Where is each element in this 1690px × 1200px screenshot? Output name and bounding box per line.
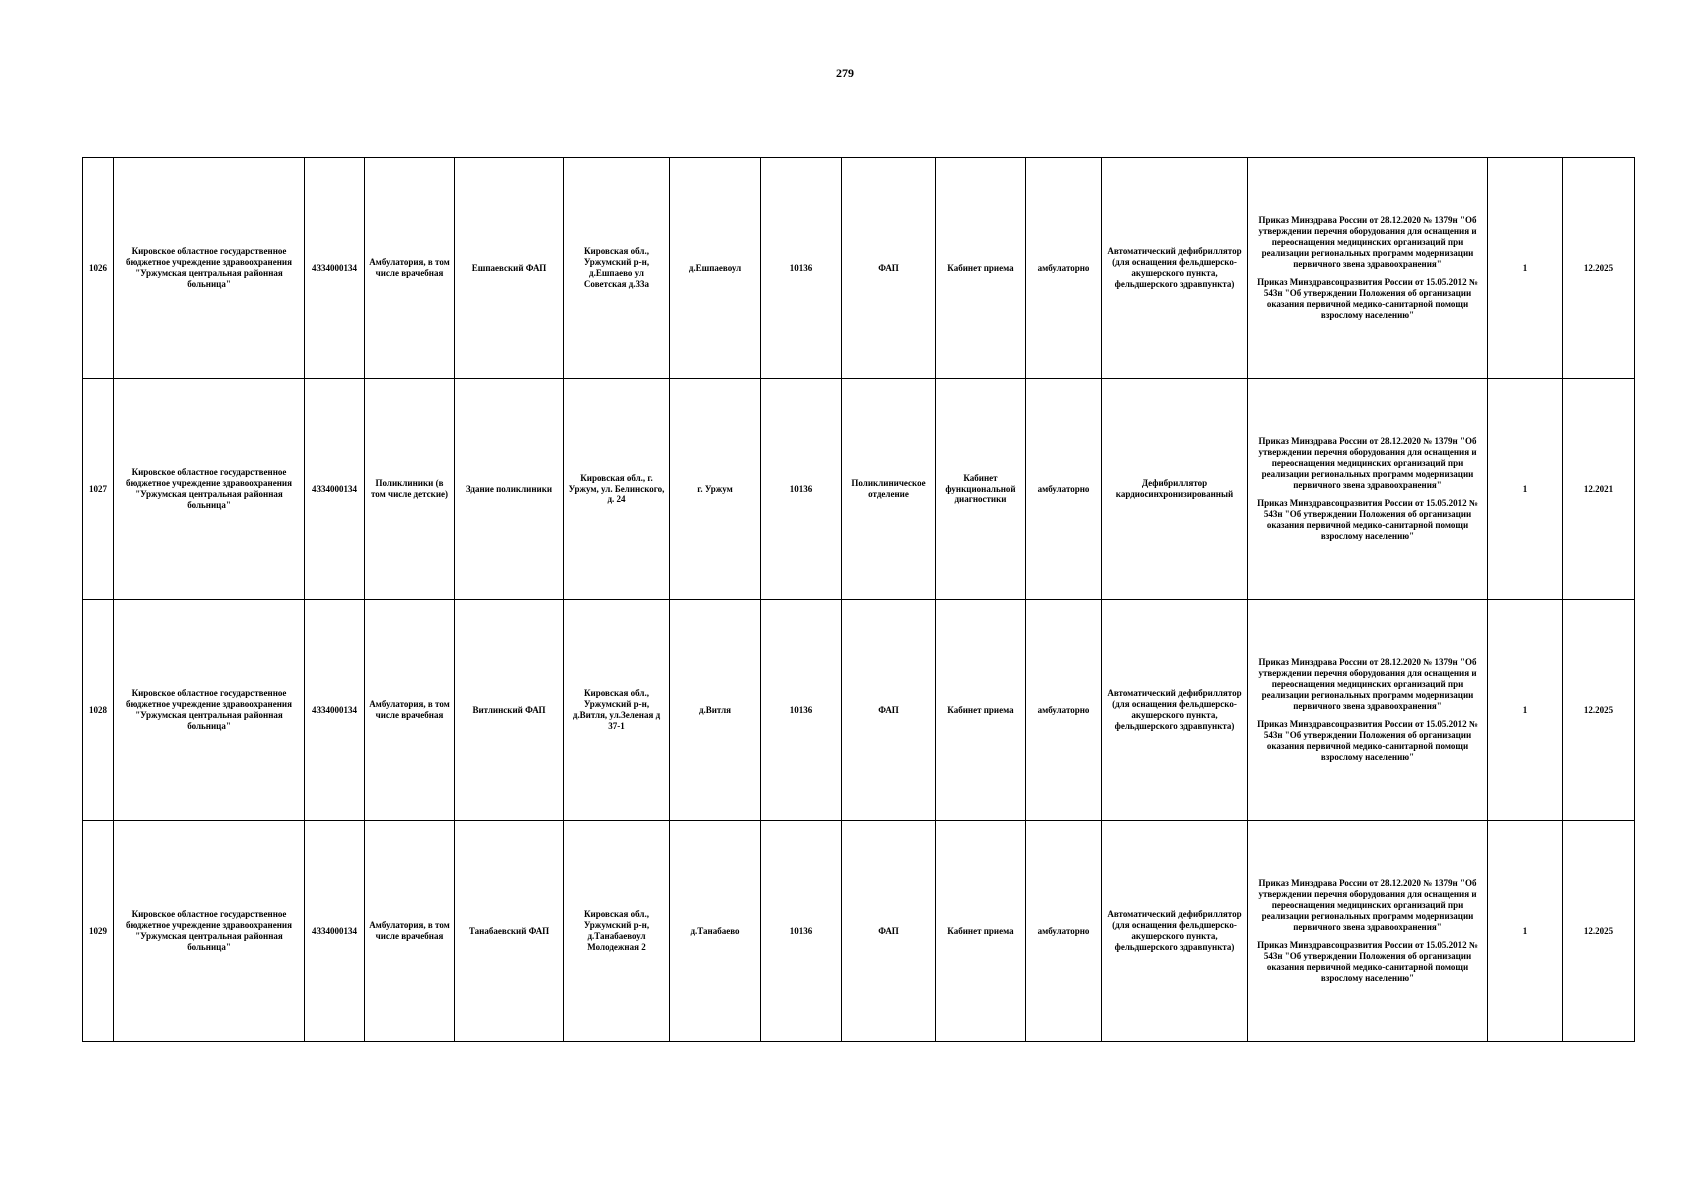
code-cell: 10136 [761, 379, 842, 600]
equipment-registry-table [82, 157, 1635, 1042]
inn-cell: 4334000134 [305, 600, 365, 821]
address-cell: Кировская обл., Уржумский р-н, д.Танабаевоул Молодежная 2 [564, 821, 670, 1042]
regulation-543n: Приказ Минздравсоцразвития России от 15.05.2012 № 543н "Об утверждении Положения об организации оказания первичной медико-санитарной помощи взрослому населению" [1257, 719, 1478, 762]
regulation-cell [1248, 600, 1488, 821]
date-cell: 12.2025 [1563, 600, 1635, 821]
department-cell: ФАП [842, 158, 936, 379]
inn-cell: 4334000134 [305, 158, 365, 379]
settlement-cell: д.Танабаево [670, 821, 761, 1042]
date-cell: 12.2021 [1563, 379, 1635, 600]
date-cell: 12.2025 [1563, 821, 1635, 1042]
settlement-cell: д.Витля [670, 600, 761, 821]
address-cell: Кировская обл., Уржумский р-н, д.Ешпаево ул Советская д.33а [564, 158, 670, 379]
regulation-1379n: Приказ Минздрава России от 28.12.2020 № 1379н "Об утверждении перечня оборудования для оснащения и переоснащения медицинских организаций при реализации региональных программ модернизации первичного звена здравоохранения" [1258, 436, 1477, 490]
room-cell: Кабинет приема [936, 600, 1026, 821]
inn-cell: 4334000134 [305, 379, 365, 600]
quantity-cell: 1 [1488, 600, 1563, 821]
row-number: 1027 [83, 379, 114, 600]
department-cell: ФАП [842, 821, 936, 1042]
quantity-cell: 1 [1488, 158, 1563, 379]
room-cell: Кабинет приема [936, 821, 1026, 1042]
table-row [83, 379, 1635, 600]
regulation-1379n: Приказ Минздрава России от 28.12.2020 № 1379н "Об утверждении перечня оборудования для оснащения и переоснащения медицинских организаций при реализации региональных программ модернизации первичного звена здравоохранения" [1258, 215, 1477, 269]
care-form-cell: амбулаторно [1026, 821, 1102, 1042]
organization-name: Кировское областное государственное бюджетное учреждение здравоохранения "Уржумская центральная районная больница" [114, 821, 305, 1042]
row-number: 1029 [83, 821, 114, 1042]
regulation-543n: Приказ Минздравсоцразвития России от 15.05.2012 № 543н "Об утверждении Положения об организации оказания первичной медико-санитарной помощи взрослому населению" [1257, 277, 1478, 320]
unit-type-cell: Поликлиники (в том числе детские) [365, 379, 455, 600]
row-number: 1028 [83, 600, 114, 821]
care-form-cell: амбулаторно [1026, 158, 1102, 379]
department-cell: Поликлиническое отделение [842, 379, 936, 600]
regulation-543n: Приказ Минздравсоцразвития России от 15.05.2012 № 543н "Об утверждении Положения об организации оказания первичной медико-санитарной помощи взрослому населению" [1257, 498, 1478, 541]
equipment-cell: Автоматический дефибриллятор (для оснащения фельдшерско-акушерского пункта, фельдшерского здравпункта) [1102, 821, 1248, 1042]
equipment-cell: Автоматический дефибриллятор (для оснащения фельдшерско-акушерского пункта, фельдшерского здравпункта) [1102, 600, 1248, 821]
page-number: 279 [836, 66, 854, 80]
row-number: 1026 [83, 158, 114, 379]
organization-name: Кировское областное государственное бюджетное учреждение здравоохранения "Уржумская центральная районная больница" [114, 379, 305, 600]
building-cell: Ешпаевский ФАП [455, 158, 564, 379]
address-cell: Кировская обл., Уржумский р-н, д.Витля, ул.Зеленая д 37-1 [564, 600, 670, 821]
settlement-cell: г. Уржум [670, 379, 761, 600]
code-cell: 10136 [761, 158, 842, 379]
building-cell: Витлинский ФАП [455, 600, 564, 821]
table-row [83, 158, 1635, 379]
room-cell: Кабинет функциональной диагностики [936, 379, 1026, 600]
unit-type-cell: Амбулатория, в том числе врачебная [365, 821, 455, 1042]
quantity-cell: 1 [1488, 821, 1563, 1042]
unit-type-cell: Амбулатория, в том числе врачебная [365, 158, 455, 379]
equipment-cell: Дефибриллятор кардиосинхронизированный [1102, 379, 1248, 600]
department-cell: ФАП [842, 600, 936, 821]
organization-name: Кировское областное государственное бюджетное учреждение здравоохранения "Уржумская центральная районная больница" [114, 158, 305, 379]
care-form-cell: амбулаторно [1026, 379, 1102, 600]
building-cell: Танабаевский ФАП [455, 821, 564, 1042]
regulation-1379n: Приказ Минздрава России от 28.12.2020 № 1379н "Об утверждении перечня оборудования для оснащения и переоснащения медицинских организаций при реализации региональных программ модернизации первичного звена здравоохранения" [1258, 878, 1477, 932]
regulation-543n: Приказ Минздравсоцразвития России от 15.05.2012 № 543н "Об утверждении Положения об организации оказания первичной медико-санитарной помощи взрослому населению" [1257, 940, 1478, 983]
room-cell: Кабинет приема [936, 158, 1026, 379]
table-row [83, 821, 1635, 1042]
regulation-1379n: Приказ Минздрава России от 28.12.2020 № 1379н "Об утверждении перечня оборудования для оснащения и переоснащения медицинских организаций при реализации региональных программ модернизации первичного звена здравоохранения" [1258, 657, 1477, 711]
unit-type-cell: Амбулатория, в том числе врачебная [365, 600, 455, 821]
regulation-cell [1248, 379, 1488, 600]
table-row [83, 600, 1635, 821]
inn-cell: 4334000134 [305, 821, 365, 1042]
code-cell: 10136 [761, 600, 842, 821]
equipment-cell: Автоматический дефибриллятор (для оснащения фельдшерско-акушерского пункта, фельдшерского здравпункта) [1102, 158, 1248, 379]
organization-name: Кировское областное государственное бюджетное учреждение здравоохранения "Уржумская центральная районная больница" [114, 600, 305, 821]
regulation-cell [1248, 821, 1488, 1042]
building-cell: Здание поликлиники [455, 379, 564, 600]
settlement-cell: д.Ешпаевоул [670, 158, 761, 379]
quantity-cell: 1 [1488, 379, 1563, 600]
code-cell: 10136 [761, 821, 842, 1042]
regulation-cell [1248, 158, 1488, 379]
care-form-cell: амбулаторно [1026, 600, 1102, 821]
address-cell: Кировская обл., г. Уржум, ул. Белинского, д. 24 [564, 379, 670, 600]
date-cell: 12.2025 [1563, 158, 1635, 379]
